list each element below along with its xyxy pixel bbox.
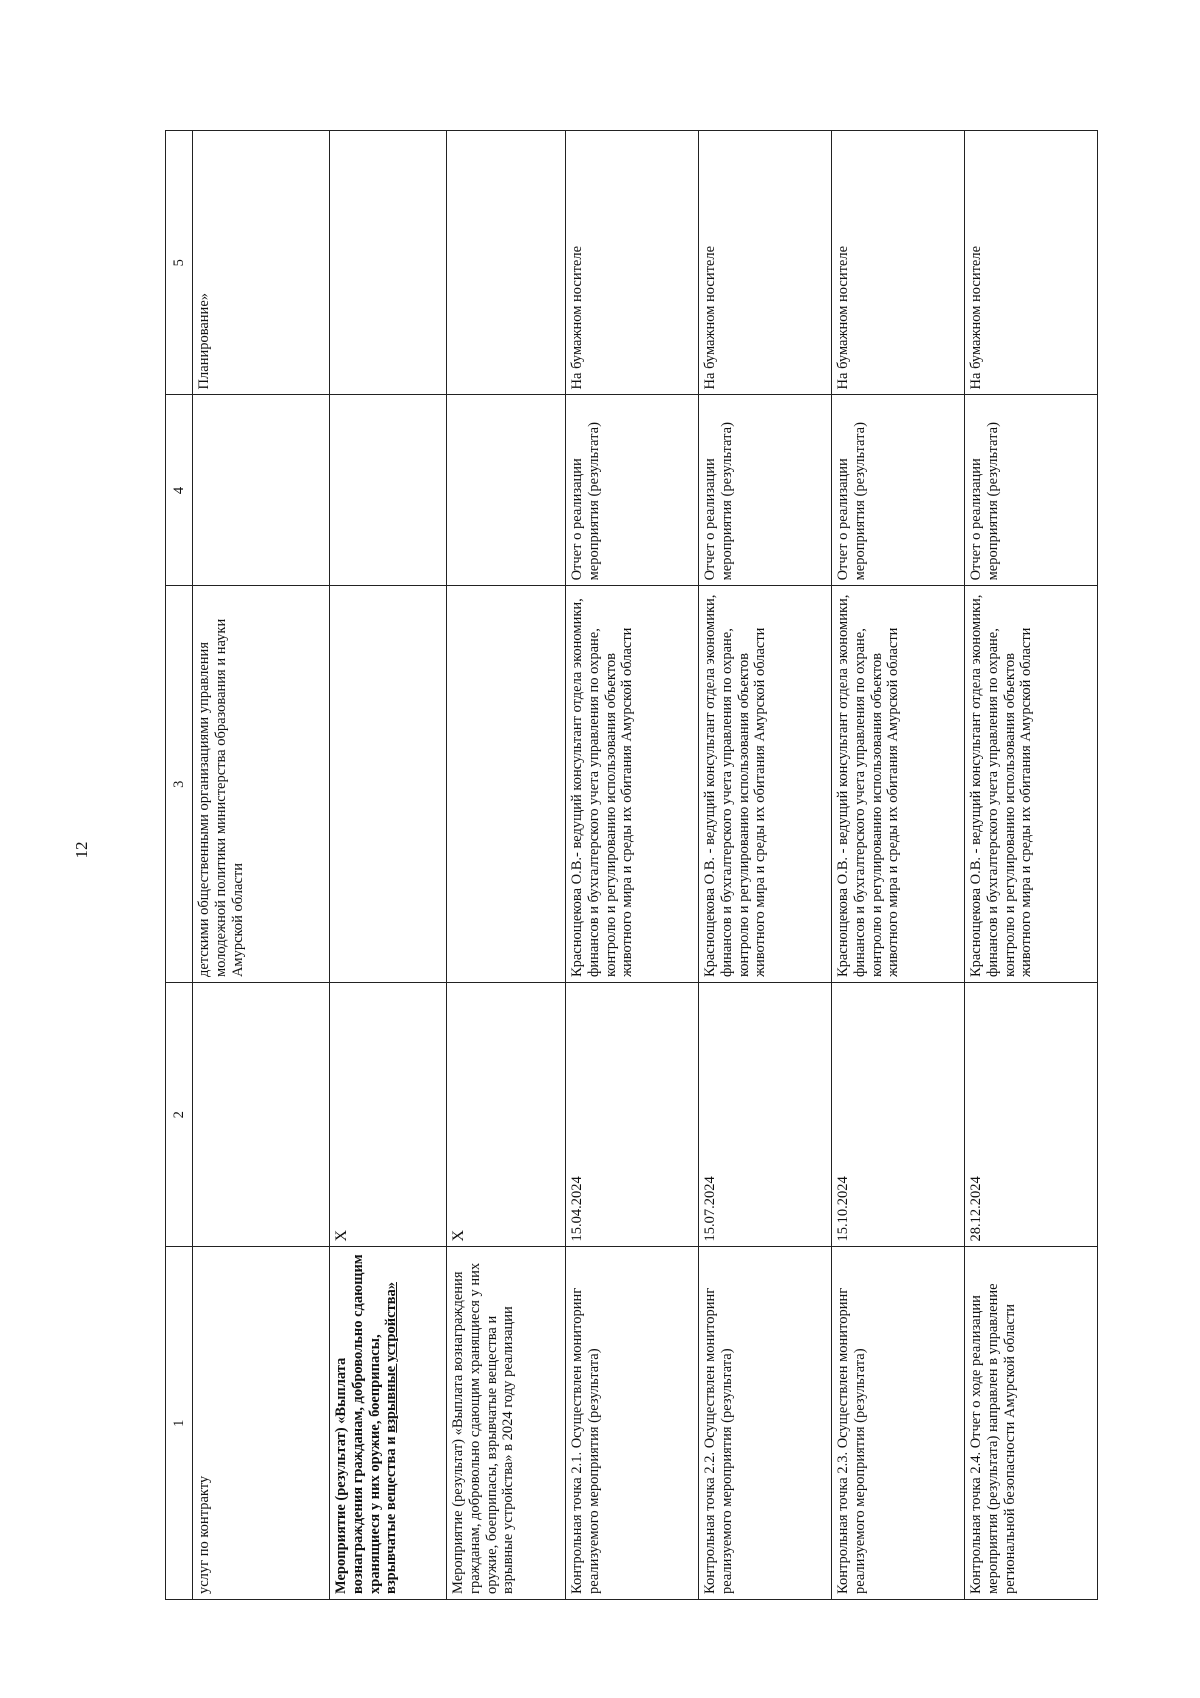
table-row [699,131,832,1600]
row-document-cell: Отчет о реализации мероприятия (результата) [965,395,1098,586]
row-deadline-cell [193,983,330,1247]
row-deadline-cell: Х [330,983,447,1247]
row-name-cell: услуг по контракту [193,1247,330,1600]
row-document-cell: Отчет о реализации мероприятия (результата) [699,395,832,586]
row-document-cell: Отчет о реализации мероприятия (результата) [832,395,965,586]
rotated-table-container [165,130,1075,1600]
table-row [330,131,447,1600]
table-row [447,131,566,1600]
row-info-system-cell: На бумажном носителе [965,131,1098,395]
row-document-cell [193,395,330,586]
row-document-cell: Отчет о реализации мероприятия (результата) [566,395,699,586]
row-deadline-cell: 28.12.2024 [965,983,1098,1247]
page-number: 12 [72,841,91,859]
table-row [193,131,330,1600]
row-info-system-cell [447,131,566,395]
row-document-cell [330,395,447,586]
table-row [566,131,699,1600]
row-deadline-cell: 15.07.2024 [699,983,832,1247]
row-info-system-cell: Планирование» [193,131,330,395]
column-number-2: 2 [166,983,193,1247]
row-info-system-cell: На бумажном носителе [832,131,965,395]
row-name-cell: Мероприятие (результат) «Выплата вознаграждения гражданам, добровольно сдающим хранящиеся у них оружие, боеприпасы, взрывчатые вещества и взрывные устройства» в 2024 году реализации [447,1247,566,1600]
row-responsible-cell: Краснощекова О.В. - ведущий консультант отдела экономики, финансов и бухгалтерского учета управления по охране, контролю и регулированию использования объектов животного мира и среды их обитания Амурской области [832,586,965,983]
row-responsible-cell: Краснощекова О.В.- ведущий консультант отдела экономики, финансов и бухгалтерского учета управления по охране, контролю и регулированию использования объектов животного мира и среды их обитания Амурской области [566,586,699,983]
column-number-1: 1 [166,1247,193,1600]
row-deadline-cell: Х [447,983,566,1247]
plan-table [165,130,1098,1600]
column-number-5: 5 [166,131,193,395]
table-row [965,131,1098,1600]
event-title-underlined-text: взрывные устройства» [383,1282,400,1433]
row-name-cell: Контрольная точка 2.3. Осуществлен мониторинг реализуемого мероприятия (результата) [832,1247,965,1600]
row-name-cell: Контрольная точка 2.1. Осуществлен мониторинг реализуемого мероприятия (результата) [566,1247,699,1600]
row-deadline-cell: 15.10.2024 [832,983,965,1247]
row-responsible-cell: Краснощекова О.В. - ведущий консультант отдела экономики, финансов и бухгалтерского учета управления по охране, контролю и регулированию использования объектов животного мира и среды их обитания Амурской области [965,586,1098,983]
column-number-3: 3 [166,586,193,983]
row-responsible-cell: Краснощекова О.В. - ведущий консультант отдела экономики, финансов и бухгалтерского учета управления по охране, контролю и регулированию использования объектов животного мира и среды их обитания Амурской области [699,586,832,983]
row-info-system-cell: На бумажном носителе [699,131,832,395]
row-info-system-cell [330,131,447,395]
row-name-cell [330,1247,447,1600]
column-number-4: 4 [166,395,193,586]
row-info-system-cell: На бумажном носителе [566,131,699,395]
event-title-text: Мероприятие (результат) «Выплата вознаграждения гражданам, добровольно сдающим хранящиеся у них оружие, боеприпасы, взрывчатые вещества и [333,1254,400,1594]
table-header-row [166,131,193,1600]
row-responsible-cell: детскими общественными организациями управления молодежной политики министерства образования и науки Амурской области [193,586,330,983]
row-document-cell [447,395,566,586]
row-responsible-cell [330,586,447,983]
row-name-cell: Контрольная точка 2.2. Осуществлен мониторинг реализуемого мероприятия (результата) [699,1247,832,1600]
row-name-cell: Контрольная точка 2.4. Отчет о ходе реализации мероприятия (результата) направлен в управление региональной безопасности Амурской области [965,1247,1098,1600]
row-responsible-cell [447,586,566,983]
row-deadline-cell: 15.04.2024 [566,983,699,1247]
table-row [832,131,965,1600]
